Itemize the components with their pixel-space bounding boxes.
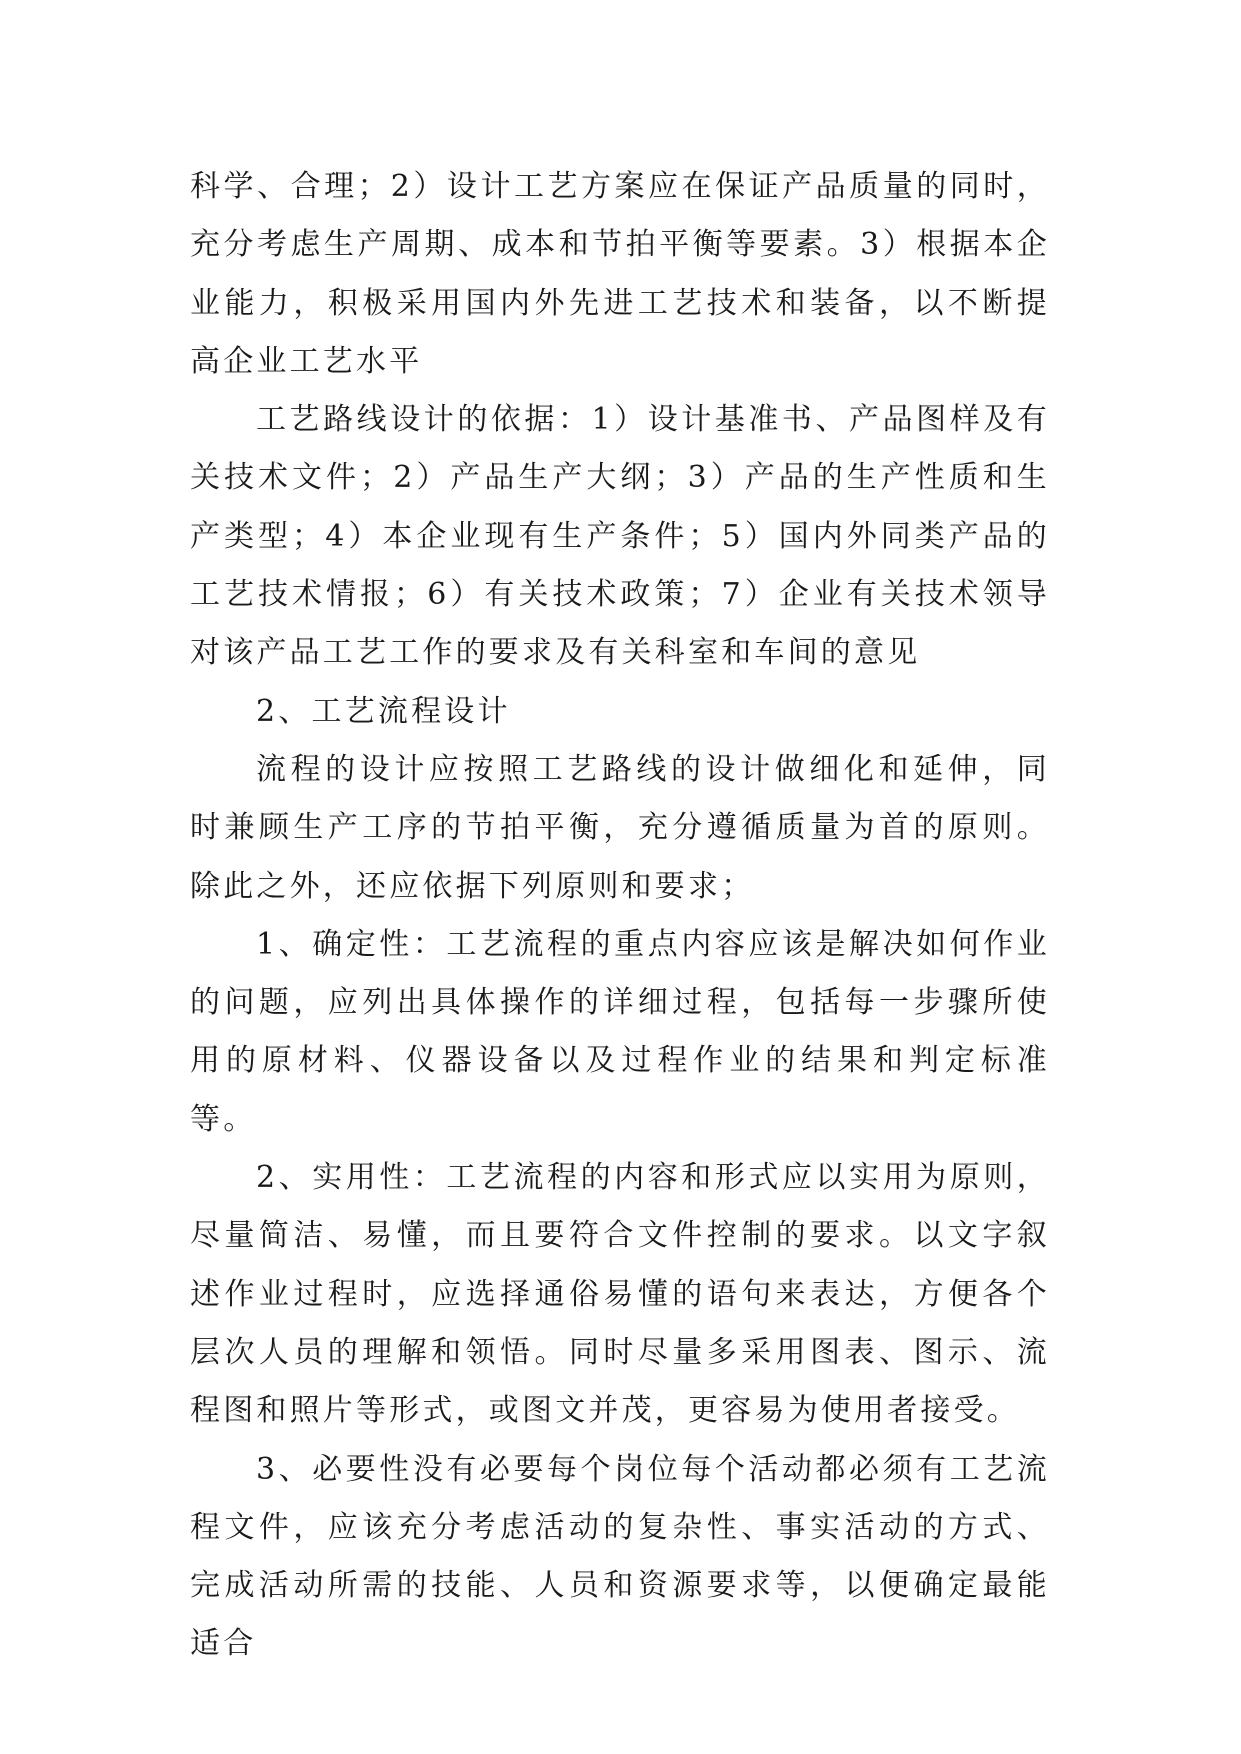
document-body — [190, 158, 1050, 1674]
paragraph-certainty: 1、确定性：工艺流程的重点内容应该是解决如何作业的问题，应列出具体操作的详细过程，包括每一步骤所使用的原材料、仪器设备以及过程作业的结果和判定标准等。 — [190, 926, 1050, 1137]
paragraph-route-basis: 工艺路线设计的依据：1）设计基准书、产品图样及有关技术文件；2）产品生产大纲；3）产品的生产性质和生产类型；4）本企业现有生产条件；5）国内外同类产品的工艺技术情报；6）有关技术政策；7）企业有关技术领导对该产品工艺工作的要求及有关科室和车间的意见 — [190, 402, 1050, 671]
paragraph-flow-design: 流程的设计应按照工艺路线的设计做细化和延伸，同时兼顾生产工序的节拍平衡，充分遵循质量为首的原则。除此之外，还应依据下列原则和要求； — [190, 751, 1050, 904]
paragraph-necessity: 3、必要性没有必要每个岗位每个活动都必须有工艺流程文件，应该充分考虑活动的复杂性、事实活动的方式、完成活动所需的技能、人员和资源要求等，以便确定最能适合 — [190, 1451, 1050, 1662]
paragraph-practicality: 2、实用性：工艺流程的内容和形式应以实用为原则，尽量简洁、易懂，而且要符合文件控制的要求。以文字叙述作业过程时，应选择通俗易懂的语句来表达，方便各个层次人员的理解和领悟。同时尽量多采用图表、图示、流程图和照片等形式，或图文并茂，更容易为使用者接受。 — [190, 1160, 1050, 1429]
paragraph-continuation: 科学、合理；2）设计工艺方案应在保证产品质量的同时，充分考虑生产周期、成本和节拍平衡等要素。3）根据本企业能力，积极采用国内外先进工艺技术和装备，以不断提高企业工艺水平 — [190, 169, 1050, 379]
section-heading: 2、工艺流程设计 — [256, 693, 511, 729]
